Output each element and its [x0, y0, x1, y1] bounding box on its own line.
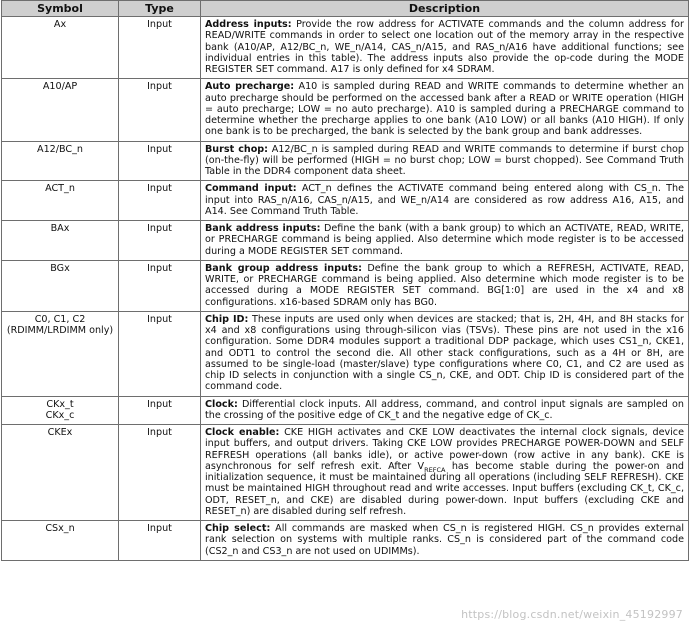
description-label: Chip ID: — [205, 313, 249, 325]
description-label: Chip select: — [205, 523, 271, 534]
description-label: Clock enable: — [205, 427, 280, 438]
symbol-cell: CSx_n — [2, 521, 119, 561]
description-cell — [201, 221, 689, 261]
table-row — [2, 181, 689, 221]
description-cell — [201, 141, 689, 181]
description-label: Clock: — [205, 398, 238, 410]
symbol-cell: BGx — [2, 260, 119, 311]
symbol-cell — [2, 396, 119, 425]
table-row — [2, 79, 689, 141]
description-cell — [201, 79, 689, 141]
table-row — [2, 260, 689, 311]
description-cell — [201, 425, 689, 521]
type-cell: Input — [119, 311, 201, 396]
description-label: Address inputs: — [205, 19, 292, 30]
description-cell — [201, 396, 689, 425]
table-row — [2, 221, 689, 261]
header-description: Description — [201, 1, 689, 17]
description-cell — [201, 260, 689, 311]
table-row — [2, 425, 689, 521]
table-row — [2, 311, 689, 396]
description-text: Provide the row address for ACTIVATE commands and the column address for READ/WRITE commands in order to select one location out of the memory array in the respective bank (A10/AP, A12/BC_n, WE_n/A14, CAS_n/A15, and RAS_n/A16 have additional functions; see individual entries in this table). The address inputs also provide the op-code during the MODE REGISTER SET command. A17 is only defined for x4 SDRAM. — [205, 19, 684, 75]
description-label: Bank group address inputs: — [205, 262, 362, 274]
symbol-cell: ACT_n — [2, 181, 119, 221]
type-cell: Input — [119, 79, 201, 141]
table-row — [2, 141, 689, 181]
type-cell: Input — [119, 521, 201, 561]
description-text: Define the bank (with a bank group) to which an ACTIVATE, READ, WRITE, or PRECHARGE command is being applied. Also determine which mode register is to be accessed during a MODE REGISTER SET command. — [205, 223, 684, 257]
description-label: Command input: — [205, 183, 297, 195]
type-cell: Input — [119, 260, 201, 311]
description-cell — [201, 17, 689, 79]
description-text: ACT_n defines the ACTIVATE command being entered along with CS_n. The input into RAS_n/A16, CAS_n/A15, and WE_n/A14 are considered as row address A16, A15, and A14. See Command Truth Table. — [205, 183, 684, 217]
symbol-cell: A12/BC_n — [2, 141, 119, 181]
type-cell: Input — [119, 221, 201, 261]
header-symbol: Symbol — [2, 1, 119, 17]
header-type: Type — [119, 1, 201, 17]
type-cell: Input — [119, 425, 201, 521]
symbol-line: CKx_t — [46, 398, 74, 410]
table-header-row — [2, 1, 689, 17]
table-row — [2, 396, 689, 425]
symbol-cell: CKEx — [2, 425, 119, 521]
symbol-cell: C0, C1, C2 (RDIMM/LRDIMM only) — [2, 311, 119, 396]
description-text-continued: has become stable during the power-on and initialization sequence, it must be maintained during all operations (including SELF REFRESH). CKE must be maintained HIGH throughout read and write accesses. Input buffers (excluding CK_t, CK_c, ODT, RESET_n, and CKE) are disabled during power-down. Input buffers (excluding CKE and RESET_n) are disabled during self refresh. — [205, 460, 684, 517]
type-cell: Input — [119, 396, 201, 425]
description-text: A10 is sampled during READ and WRITE commands to determine whether an auto precharge should be performed on the accessed bank after a READ or WRITE operation (HIGH = auto precharge; LOW = no auto precharge). A10 is sampled during a PRECHARGE command to determine whether the precharge applies to one bank (A10 LOW) or all banks (A10 HIGH). If only one bank is to be precharged, the bank is selected by the bank group and bank addresses. — [205, 81, 685, 138]
table-row — [2, 521, 689, 561]
subscript-refca: REFCA — [424, 465, 446, 474]
symbol-line: CKx_c — [45, 409, 75, 421]
description-label: Auto precharge: — [205, 81, 295, 93]
description-cell — [201, 181, 689, 221]
description-label: Bank address inputs: — [205, 223, 321, 234]
symbol-cell: A10/AP — [2, 79, 119, 141]
description-text: All commands are masked when CS_n is registered HIGH. CS_n provides external rank selection on systems with multiple ranks. CS_n is considered part of the command code (CS2_n and CS3_n are not used on UDIMMs). — [205, 523, 684, 557]
description-text: Define the bank group to which a REFRESH, ACTIVATE, READ, WRITE, or PRECHARGE command is being applied. Also determine which mode register is to be accessed during a MODE REGISTER SET command. BG[1:0] are used in the x4 and x8 configurations. x16-based SDRAM only has BG0. — [205, 262, 684, 308]
watermark: https://blog.csdn.net/weixin_45192997 — [461, 608, 683, 621]
symbol-cell: Ax — [2, 17, 119, 79]
description-cell — [201, 311, 689, 396]
symbol-cell: BAx — [2, 221, 119, 261]
description-text: A12/BC_n is sampled during READ and WRITE commands to determine if burst chop (on-the-fly) will be performed (HIGH = no burst chop; LOW = burst chopped). See Command Truth Table in the DDR4 component data sheet. — [205, 143, 684, 177]
type-cell: Input — [119, 181, 201, 221]
description-label: Burst chop: — [205, 143, 269, 155]
table-row — [2, 17, 689, 79]
description-text: Differential clock inputs. All address, command, and control input signals are sampled on the crossing of the positive edge of CK_t and the negative edge of CK_c. — [205, 398, 684, 421]
description-cell — [201, 521, 689, 561]
description-text: These inputs are used only when devices are stacked; that is, 2H, 4H, and 8H stacks for x4 and x8 configurations using through-silicon vias (TSVs). These pins are not used in the x16 configuration. Some DDR4 modules support a traditional DDP package, which uses CS1_n, CKE1, and ODT1 to control the second die. All other stack configurations, such as a 4H or 8H, are assumed to be single-load (master/slave) type configurations where C0, C1, and C2 are used as chip ID selects in conjunction with a single CS_n, CKE, and ODT. Chip ID is considered part of the command code. — [205, 313, 684, 393]
description-text: CKE HIGH activates and CKE LOW deactivates the internal clock signals, device input buffers, and output drivers. Taking CKE LOW provides PRECHARGE POWER-DOWN and SELF REFRESH operations (all banks idle), or active power-down (row active in any bank). CKE is asynchronous for self refresh exit. After V — [205, 427, 684, 472]
type-cell: Input — [119, 17, 201, 79]
signal-description-table — [1, 0, 689, 561]
type-cell: Input — [119, 141, 201, 181]
